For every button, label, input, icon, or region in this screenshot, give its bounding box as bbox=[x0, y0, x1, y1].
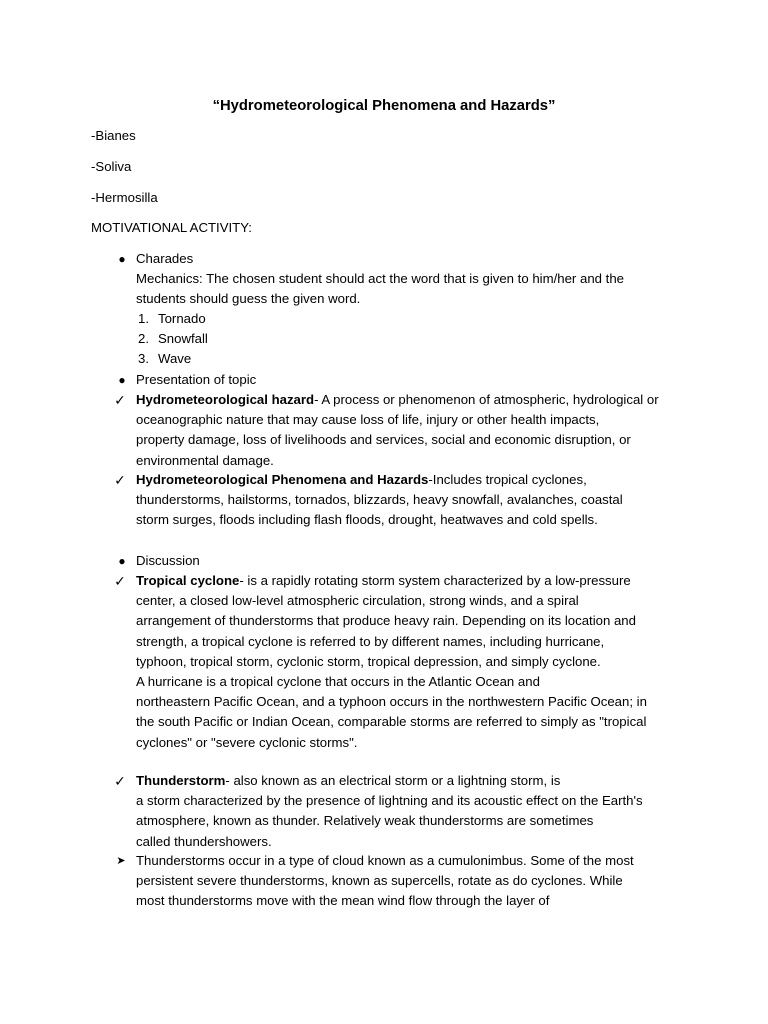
list-number: 3. bbox=[138, 351, 149, 367]
list-item bbox=[138, 309, 208, 329]
definition-line: cyclones" or "severe cyclonic storms". bbox=[136, 734, 358, 750]
tropical-cyclone-section bbox=[136, 571, 696, 753]
list-text: Wave bbox=[158, 351, 192, 367]
definition-line: Thunderstorms occur in a type of cloud known as a cumulonimbus. Some of the most bbox=[136, 853, 634, 868]
definition-term: Thunderstorm bbox=[136, 773, 226, 788]
definition-term: Hydrometeorological hazard bbox=[136, 392, 315, 407]
charades-word-list bbox=[138, 309, 208, 370]
charades-item bbox=[136, 249, 696, 310]
definition-line: northeastern Pacific Ocean, and a typhoon occurs in the northwestern Pacific Ocean; in bbox=[136, 694, 647, 710]
list-item bbox=[138, 329, 208, 349]
definition-line: oceanographic nature that may cause loss of life, injury or other health impacts, bbox=[136, 412, 600, 428]
phenomena-definition bbox=[136, 470, 696, 531]
discussion-item bbox=[136, 551, 696, 571]
document-title: “Hydrometeorological Phenomena and Hazards” bbox=[212, 98, 556, 114]
list-text: Snowfall bbox=[158, 331, 208, 347]
check-icon: ✓ bbox=[114, 472, 126, 488]
definition-line: Hydrometeorological hazard- A process or phenomenon of atmospheric, hydrological or bbox=[136, 392, 659, 407]
bullet-icon: ● bbox=[118, 554, 126, 568]
arrow-bullet-icon: ➤ bbox=[116, 855, 126, 867]
list-number: 2. bbox=[138, 331, 149, 347]
bullet-icon: ● bbox=[118, 373, 126, 387]
author-bianes: -Bianes bbox=[91, 128, 136, 143]
mechanics-line: students should guess the given word. bbox=[136, 291, 361, 307]
definition-line: atmosphere, known as thunder. Relatively weak thunderstorms are sometimes bbox=[136, 813, 594, 829]
list-text: Tornado bbox=[158, 311, 206, 326]
definition-line: persistent severe thunderstorms, known as supercells, rotate as do cyclones. While bbox=[136, 873, 623, 889]
list-item bbox=[138, 349, 208, 369]
discussion-label: Discussion bbox=[136, 553, 200, 568]
definition-line: thunderstorms, hailstorms, tornados, blizzards, heavy snowfall, avalanches, coastal bbox=[136, 492, 623, 508]
definition-line: arrangement of thunderstorms that produce heavy rain. Depending on its location and bbox=[136, 613, 636, 629]
definition-line: most thunderstorms move with the mean wind flow through the layer of bbox=[136, 893, 550, 909]
presentation-item bbox=[136, 370, 696, 390]
list-number: 1. bbox=[138, 311, 149, 326]
definition-line: A hurricane is a tropical cyclone that occurs in the Atlantic Ocean and bbox=[136, 674, 540, 690]
definition-term: Hydrometeorological Phenomena and Hazards bbox=[136, 472, 429, 487]
definition-line: the south Pacific or Indian Ocean, comparable storms are referred to simply as "tropical bbox=[136, 714, 647, 730]
definition-line: Hydrometeorological Phenomena and Hazards-Includes tropical cyclones, bbox=[136, 472, 587, 487]
thunderstorm-section bbox=[136, 771, 696, 852]
definition-line: called thundershowers. bbox=[136, 833, 272, 849]
bullet-icon: ● bbox=[118, 252, 126, 266]
definition-term: Tropical cyclone bbox=[136, 573, 240, 588]
definition-line: Thunderstorm- also known as an electrical storm or a lightning storm, is bbox=[136, 773, 561, 788]
hazard-definition bbox=[136, 390, 696, 471]
section-heading: MOTIVATIONAL ACTIVITY: bbox=[91, 220, 252, 235]
definition-line: typhoon, tropical storm, cyclonic storm, tropical depression, and simply cyclone. bbox=[136, 653, 601, 669]
check-icon: ✓ bbox=[114, 573, 126, 589]
author-hermosilla: -Hermosilla bbox=[91, 190, 158, 205]
mechanics-line: Mechanics: The chosen student should act the word that is given to him/her and the bbox=[136, 271, 624, 287]
author-soliva: -Soliva bbox=[91, 159, 132, 174]
definition-line: environmental damage. bbox=[136, 452, 274, 468]
check-icon: ✓ bbox=[114, 392, 126, 408]
definition-line: storm surges, floods including flash floods, drought, heatwaves and cold spells. bbox=[136, 512, 598, 528]
definition-line: center, a closed low-level atmospheric circulation, strong winds, and a spiral bbox=[136, 593, 579, 609]
charades-label: Charades bbox=[136, 251, 194, 266]
thunderstorm-detail bbox=[136, 851, 696, 912]
definition-line: a storm characterized by the presence of lightning and its acoustic effect on the Earth's bbox=[136, 793, 643, 809]
definition-line: Tropical cyclone- is a rapidly rotating storm system characterized by a low-pressure bbox=[136, 573, 631, 588]
definition-line: strength, a tropical cyclone is referred to by different names, including hurricane, bbox=[136, 633, 605, 649]
presentation-label: Presentation of topic bbox=[136, 372, 257, 387]
check-icon: ✓ bbox=[114, 773, 126, 789]
definition-line: property damage, loss of livelihoods and services, social and economic disruption, or bbox=[136, 432, 631, 448]
